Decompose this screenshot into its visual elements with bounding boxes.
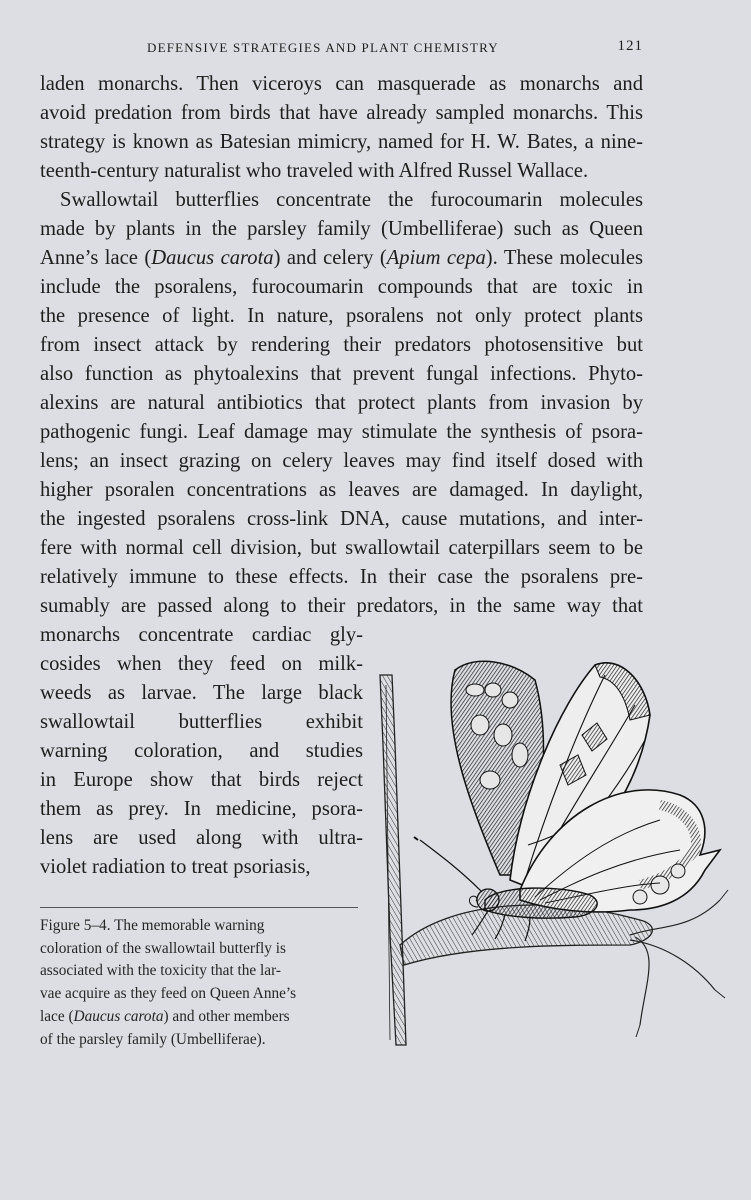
body-line <box>60 186 643 215</box>
caption-rule <box>40 907 358 908</box>
caption-text-span: ) and other members <box>163 1007 290 1025</box>
body-line <box>40 244 643 273</box>
running-head <box>40 38 643 58</box>
figure-caption <box>40 915 360 1051</box>
italic-species-name: Apium cepa <box>386 247 486 269</box>
caption-text-span: associated with the toxicity that the lar- <box>40 962 281 980</box>
body-text-span: lens are used along with ultra- <box>40 827 363 849</box>
body-line <box>40 505 643 534</box>
body-text-span: ). These molecules <box>485 247 643 269</box>
caption-text-span: Figure 5–4. The memorable warning <box>40 917 265 934</box>
body-text-span: from insect attack by rendering their predators photosensitive but <box>40 334 643 356</box>
body-text-span: laden monarchs. Then viceroys can masquerade as monarchs and <box>40 73 643 95</box>
italic-species-name: Daucus carota <box>73 1007 164 1025</box>
body-line <box>40 621 363 650</box>
caption-line <box>40 1029 360 1052</box>
body-text-span: them as prey. In medicine, psora- <box>40 798 363 820</box>
body-text-span: monarchs concentrate cardiac gly- <box>40 624 363 646</box>
body-text-span: relatively immune to these effects. In their case the psoralens pre- <box>40 566 643 588</box>
body-text-span: lens; an insect grazing on celery leaves may find itself dosed with <box>40 450 643 472</box>
body-text-span: sumably are passed along to their predators, in the same way that <box>40 595 643 617</box>
body-line <box>40 128 643 157</box>
body-line <box>40 331 643 360</box>
italic-species-name: Daucus carota <box>151 247 274 269</box>
body-line <box>40 418 643 447</box>
body-text-span: include the psoralens, furocoumarin compounds that are toxic in <box>40 276 643 298</box>
caption-line <box>40 938 360 961</box>
body-line <box>40 215 643 244</box>
body-text-span: weeds as larvae. The large black <box>40 682 363 704</box>
body-line <box>40 824 363 853</box>
body-line <box>40 273 643 302</box>
body-line <box>40 563 643 592</box>
body-text-span: ) and celery ( <box>273 247 387 269</box>
body-text-span: fere with normal cell division, but swallowtail caterpillars seem to be <box>40 537 643 559</box>
body-text-span: the presence of light. In nature, psoralens not only protect plants <box>40 305 643 327</box>
caption-text-span: of the parsley family (Umbelliferae). <box>40 1030 266 1048</box>
caption-line <box>40 960 360 983</box>
swallowtail-butterfly-illustration <box>360 645 745 1055</box>
body-text-span: made by plants in the parsley family (Umbelliferae) such as Queen <box>40 218 643 240</box>
body-line <box>40 650 363 679</box>
body-line <box>40 389 643 418</box>
caption-line <box>40 1006 360 1029</box>
body-line <box>40 476 643 505</box>
body-line <box>40 70 643 99</box>
caption-line <box>40 915 360 938</box>
body-text-span: avoid predation from birds that have already sampled monarchs. This <box>40 102 643 124</box>
body-text-span: the ingested psoralens cross-link DNA, cause mutations, and inter- <box>40 508 643 530</box>
body-line <box>40 795 363 824</box>
body-text-span: warning coloration, and studies <box>40 740 363 762</box>
body-line <box>40 99 643 128</box>
running-head-title: DEFENSIVE STRATEGIES AND PLANT CHEMISTRY <box>147 40 499 55</box>
body-line <box>40 592 643 621</box>
body-text-span: strategy is known as Batesian mimicry, named for H. W. Bates, a nine- <box>40 131 643 153</box>
body-text-span: Swallowtail butterflies concentrate the furocoumarin molecules <box>60 189 643 211</box>
body-text-span: higher psoralen concentrations as leaves are damaged. In daylight, <box>40 479 643 501</box>
body-text-span: violet radiation to treat psoriasis, <box>40 856 311 878</box>
body-line <box>40 302 643 331</box>
body-text-span: teenth-century naturalist who traveled with Alfred Russel Wallace. <box>40 160 589 182</box>
body-line <box>40 447 643 476</box>
body-text-span: Anne’s lace ( <box>40 247 152 269</box>
page-number: 121 <box>617 38 643 54</box>
caption-text-span: lace ( <box>40 1007 74 1025</box>
body-text-span: alexins are natural antibiotics that protect plants from invasion by <box>40 392 643 414</box>
body-line <box>40 679 363 708</box>
body-text-span: cosides when they feed on milk- <box>40 653 363 675</box>
body-text-span: pathogenic fungi. Leaf damage may stimulate the synthesis of psora- <box>40 421 643 443</box>
body-line <box>40 737 363 766</box>
body-line <box>40 534 643 563</box>
body-line <box>40 708 363 737</box>
body-text-span: swallowtail butterflies exhibit <box>40 711 363 733</box>
caption-line <box>40 983 360 1006</box>
body-line <box>40 766 363 795</box>
caption-text-span: coloration of the swallowtail butterfly is <box>40 939 286 957</box>
body-text-span: also function as phytoalexins that prevent fungal infections. Phyto- <box>40 363 643 385</box>
body-line <box>40 853 363 882</box>
body-line <box>40 360 643 389</box>
body-text-span: in Europe show that birds reject <box>40 769 363 791</box>
body-line <box>40 157 643 186</box>
caption-text-span: vae acquire as they feed on Queen Anne’s <box>40 985 297 1003</box>
butterfly <box>414 661 720 941</box>
